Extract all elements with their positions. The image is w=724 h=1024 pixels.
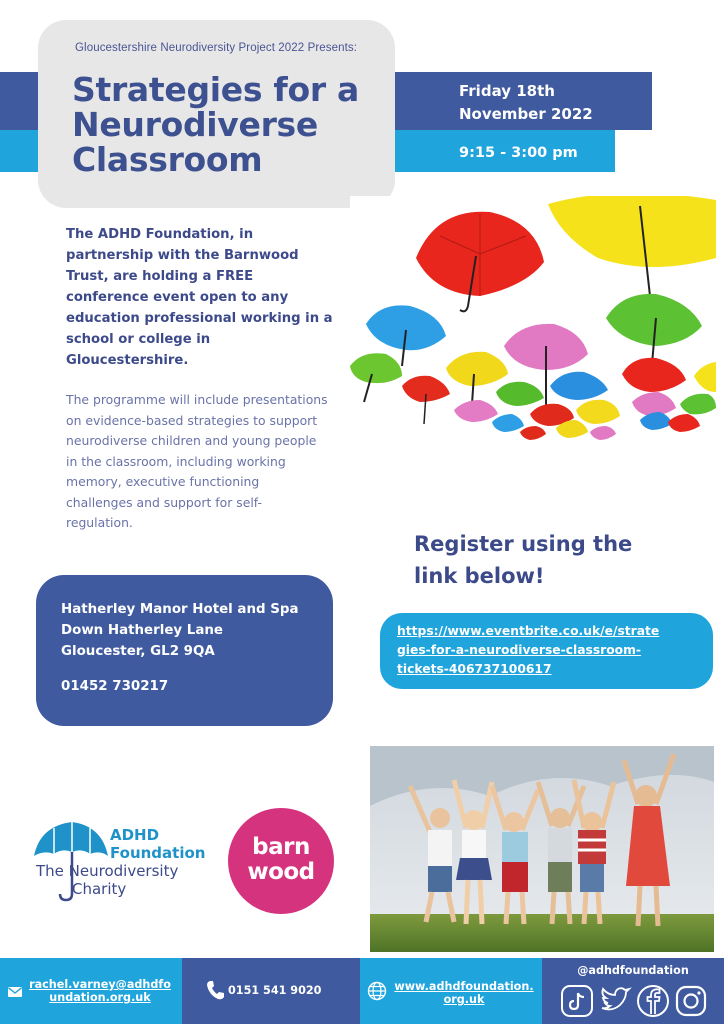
barnwood-logo-text: [228, 835, 334, 885]
register-heading: [414, 528, 674, 592]
envelope-icon: [8, 987, 22, 997]
page-title: [72, 72, 402, 177]
address-line: Hatherley Manor Hotel and Spa: [61, 602, 299, 617]
intro-paragraph: The ADHD Foundation, in partnership with the Barnwood Trust, are holding a FREE conference event open to any education professional working in a school or college in Gloucestershire.: [66, 227, 333, 368]
link-line: tickets-406737100617: [397, 662, 552, 676]
title-line: Strategies for a: [72, 70, 359, 109]
barnwood-line: barn: [252, 834, 310, 860]
title-line: Classroom: [72, 140, 263, 179]
adhd-name-line: Foundation: [110, 844, 206, 862]
venue-address: [61, 599, 299, 662]
register-line: link below!: [414, 564, 545, 588]
instagram-icon[interactable]: [674, 984, 708, 1018]
facebook-icon[interactable]: [636, 984, 670, 1018]
link-line: https://www.eventbrite.co.uk/e/strate: [397, 624, 660, 638]
date-line: November 2022: [459, 105, 593, 123]
phone-icon: [206, 980, 224, 1000]
globe-icon: [367, 981, 387, 1001]
register-line: Register using the: [414, 532, 633, 556]
social-icons: [560, 984, 712, 1018]
adhd-foundation-name: [110, 826, 205, 862]
date-line: Friday 18th: [459, 82, 555, 100]
footer-email-link[interactable]: [24, 978, 176, 1004]
adhd-name-line: ADHD: [110, 826, 160, 844]
footer-website-link[interactable]: [388, 980, 540, 1006]
email-line: undation.org.uk: [49, 991, 151, 1004]
address-line: Gloucester, GL2 9QA: [61, 644, 215, 659]
registration-link[interactable]: [397, 622, 709, 679]
adhd-sub-line: The Neurodiversity: [36, 862, 179, 880]
link-line: gies-for-a-neurodiverse-classroom-: [397, 643, 642, 657]
website-line: www.adhdfoundation.: [394, 980, 534, 993]
children-photo: [370, 746, 714, 952]
website-line: org.uk: [443, 993, 485, 1006]
barnwood-line: wood: [247, 859, 315, 885]
address-line: Down Hatherley Lane: [61, 623, 223, 638]
programme-paragraph: The programme will include presentations on evidence-based strategies to support neurodiverse children and young people in the classroom, including working memory, executive functioning challenges and support for self-regulation.: [66, 392, 328, 530]
presents-line: Gloucestershire Neurodiversity Project 2022 Presents:: [75, 42, 358, 54]
twitter-icon[interactable]: [598, 984, 632, 1018]
email-line: rachel.varney@adhdfo: [29, 978, 171, 991]
adhd-sub-line: Charity: [72, 880, 127, 898]
social-handle: @adhdfoundation: [577, 964, 689, 977]
event-time: 9:15 - 3:00 pm: [459, 145, 578, 161]
umbrellas-image: [350, 196, 716, 458]
tiktok-icon[interactable]: [560, 984, 594, 1018]
footer-phone: 0151 541 9020: [228, 984, 322, 997]
adhd-foundation-tagline: [36, 862, 178, 898]
event-date: [459, 80, 593, 126]
title-line: Neurodiverse: [72, 105, 318, 144]
venue-phone: 01452 730217: [61, 679, 169, 694]
